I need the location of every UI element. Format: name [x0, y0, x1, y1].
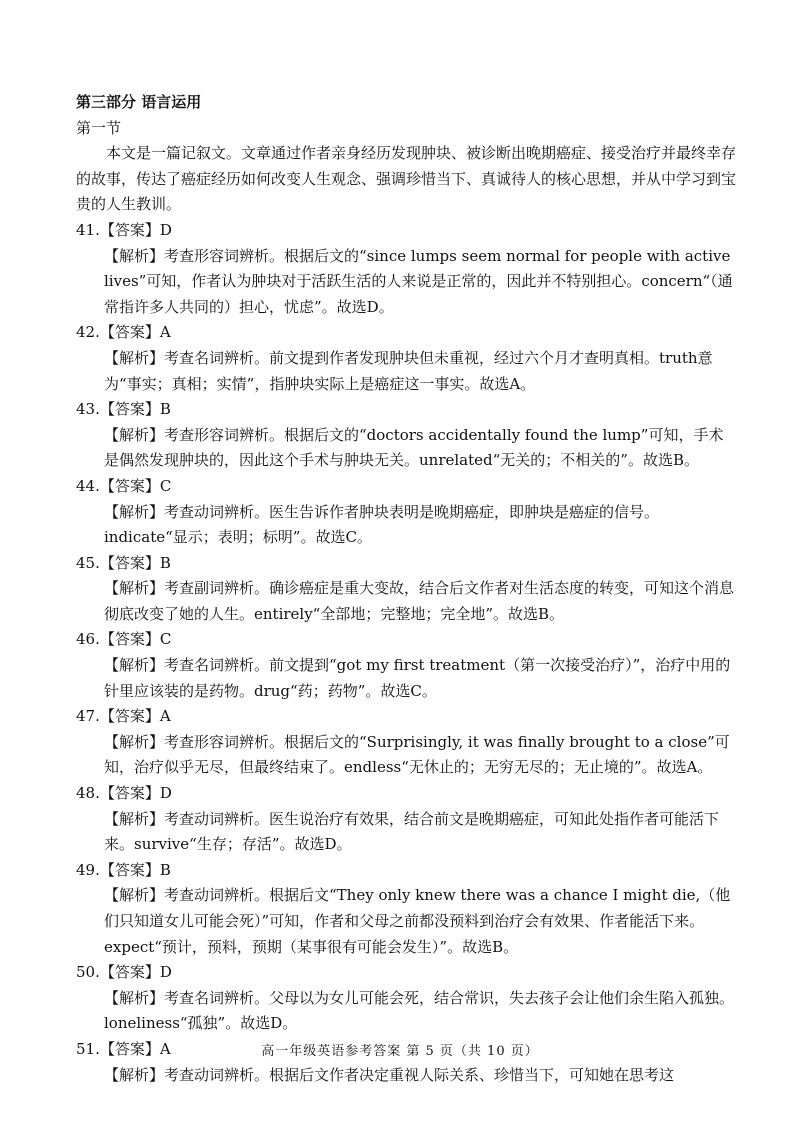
- explanation-text: 【解析】考查形容词辨析。根据后文的“doctors accidentally found the lump”可知，手术是偶然发现肿块的，因此这个手术与肿块无关。unrelated“无关的；不相关的”。故选B。: [104, 425, 724, 470]
- page-footer: 高一年级英语参考答案 第 5 页（共 10 页）: [261, 1044, 539, 1059]
- answer-item: [76, 551, 736, 628]
- answer-line: 51.【答案】A: [76, 1039, 171, 1058]
- answer-item: [76, 781, 736, 858]
- answer-item: [76, 960, 736, 1037]
- answer-line: 44.【答案】C: [76, 476, 172, 495]
- explanation-text: 【解析】考查副词辨析。确诊癌症是重大变故，结合后文作者对生活态度的转变，可知这个消息彻底改变了她的人生。entirely“全部地；完整地；完全地”。故选B。: [104, 579, 735, 623]
- explanation-text: 【解析】考查名词辨析。父母以为女儿可能会死，结合常识，失去孩子会让他们余生陷入孤独。loneliness“孤独”。故选D。: [104, 988, 735, 1033]
- explanation-text: 【解析】考查动词辨析。医生说治疗有效果，结合前文是晚期癌症，可知此处指作者可能活下来。survive“生存；存活”。故选D。: [104, 809, 720, 854]
- answer-line: 49.【答案】B: [76, 860, 171, 879]
- answer-item: [76, 397, 736, 474]
- answer-item: [76, 627, 736, 704]
- answer-item: [76, 218, 736, 320]
- subsection-title: 第一节: [76, 118, 122, 137]
- explanation-text: 【解析】考查形容词辨析。根据后文的“since lumps seem normal for people with active lives”可知，作者认为肿块对于活跃生活的人来说是正常的，因此并不特别担心。concern“（通常指许多人共同的）担心，忧虑”。故选D。: [104, 246, 733, 316]
- explanation-text: 【解析】考查形容词辨析。根据后文的“Surprisingly, it was finally brought to a close”可知，治疗似乎无尽，但最终结束了。endless“无休止的；无穷无尽的；无止境的”。故选A。: [104, 732, 730, 777]
- section-title: 第三部分 语言运用: [76, 93, 202, 111]
- explanation-text: 【解析】考查名词辨析。前文提到“got my first treatment（第一次接受治疗）”，治疗中用的针里应该装的是药物。drug“药；药物”。故选C。: [104, 656, 731, 700]
- answer-content: [76, 90, 736, 1088]
- answer-line: 46.【答案】C: [76, 630, 172, 649]
- answer-line: 50.【答案】D: [76, 963, 172, 982]
- explanation-text: 【解析】考查动词辨析。医生告诉作者肿块表明是晚期癌症，即肿块是癌症的信号。indicate“显示；表明；标明”。故选C。: [104, 502, 660, 547]
- explanation-text: 【解析】考查动词辨析。根据后文“They only knew there was a chance I might die,（他们只知道女儿可能会死）”可知，作者和父母之前都没预料到治疗会有效果、作者能活下来。expect“预计，预料，预期（某事很有可能会发生）”。故选B。: [104, 886, 731, 956]
- intro-paragraph: 本文是一篇记叙文。文章通过作者亲身经历发现肿块、被诊断出晚期癌症、接受治疗并最终幸存的故事，传达了癌症经历如何改变人生观念、强调珍惜当下、真诚待人的核心思想，并从中学习到宝贵的人生教训。: [76, 144, 737, 214]
- answer-item: [76, 474, 736, 551]
- answer-item: [76, 858, 736, 960]
- answer-item: [76, 320, 736, 397]
- answer-line: 42.【答案】A: [76, 323, 171, 342]
- answer-line: 45.【答案】B: [76, 553, 171, 572]
- explanation-text: 【解析】考查名词辨析。前文提到作者发现肿块但未重视，经过六个月才查明真相。truth意为“事实；真相；实情”，指肿块实际上是癌症这一事实。故选A。: [104, 348, 713, 393]
- answer-line: 41.【答案】D: [76, 220, 172, 239]
- answer-line: 48.【答案】D: [76, 784, 172, 803]
- explanation-text: 【解析】考查动词辨析。根据后文作者决定重视人际关系、珍惜当下，可知她在思考这: [104, 1065, 675, 1084]
- answer-item: [76, 704, 736, 781]
- answer-line: 47.【答案】A: [76, 707, 171, 726]
- answer-line: 43.【答案】B: [76, 400, 171, 419]
